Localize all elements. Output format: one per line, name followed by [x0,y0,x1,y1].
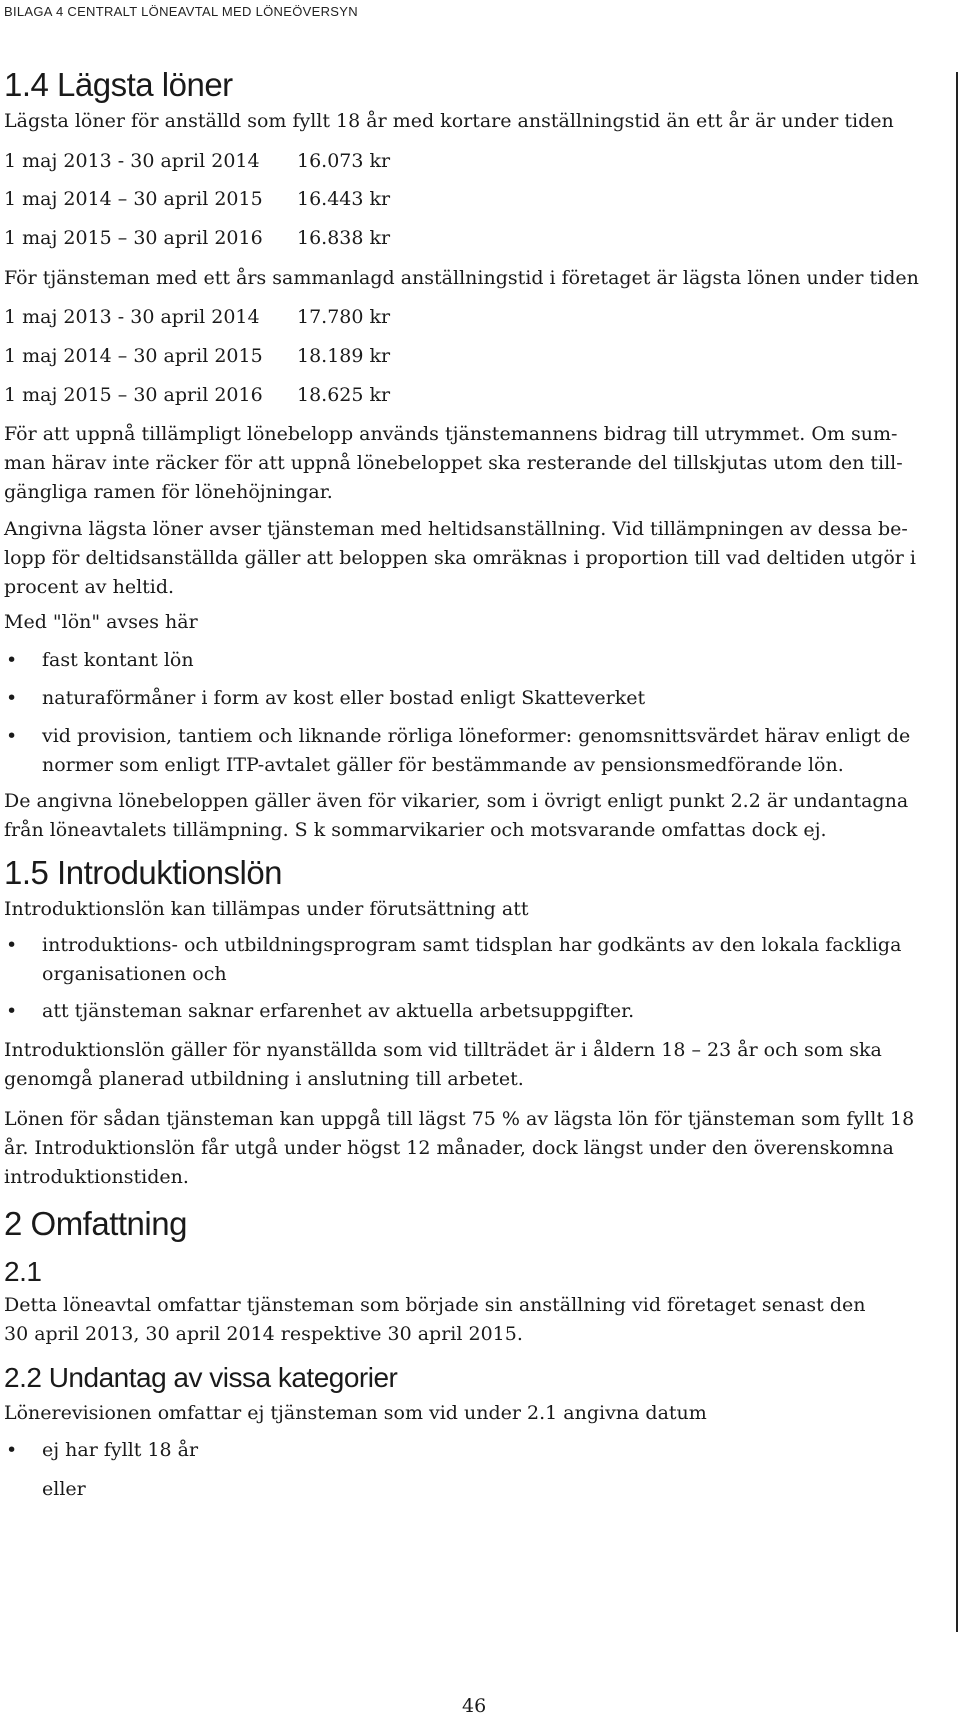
paragraph-line: gängliga ramen för lönehöjningar. [4,481,333,503]
bullet-dot-icon: • [6,934,18,956]
paragraph-line: introduktionstiden. [4,1166,189,1188]
salary-amount: 16.838 kr [297,227,391,249]
list-item [4,997,934,1026]
list-continuation: eller [42,1478,86,1500]
salary-row [4,382,390,408]
paragraph-line: år. Introduktionslön får utgå under högst 12 månader, dock längst under den överenskomna [4,1137,894,1159]
list-item-text: fast kontant lön [42,649,194,671]
paragraph-line: Lönen för sådan tjänsteman kan uppgå till lägst 75 % av lägsta lön för tjänsteman som fyllt 18 [4,1108,915,1130]
salary-period: 1 maj 2013 - 30 april 2014 [4,306,260,328]
bullet-dot-icon: • [6,649,18,671]
salary-period: 1 maj 2015 – 30 april 2016 [4,384,263,406]
page-number: 46 [462,1695,487,1717]
paragraph-line: genomgå planerad utbildning i anslutning till arbetet. [4,1068,524,1090]
bullet-dot-icon: • [6,725,18,747]
list-item-text: vid provision, tantiem och liknande rörliga löneformer: genomsnittsvärdet härav enligt de [42,725,911,747]
bullet-dot-icon: • [6,1000,18,1022]
salary-row [4,148,390,174]
paragraph-line: Angivna lägsta löner avser tjänsteman med heltidsanställning. Vid tillämpningen av dessa be- [4,518,908,540]
salary-amount: 16.443 kr [297,188,391,210]
salary-row [4,304,390,330]
paragraph-line: man härav inte räcker för att uppnå lönebeloppet ska resterande del tillskjutas utom den till- [4,452,903,474]
paragraph: Lägsta löner för anställd som fyllt 18 år med kortare anställningstid än ett år är under tiden [4,110,894,132]
paragraph-line: Detta löneavtal omfattar tjänsteman som började sin anställning vid företaget senast den [4,1294,866,1316]
paragraph-line: procent av heltid. [4,576,175,598]
salary-amount: 17.780 kr [297,306,391,328]
list-item [4,1436,934,1465]
list-item [4,646,934,675]
heading-1-5: 1.5 Introduktionslön [4,854,283,891]
paragraph-line: Introduktionslön gäller för nyanställda som vid tillträdet är i åldern 18 – 23 år och som ska [4,1039,882,1061]
list-item [4,684,934,713]
salary-amount: 18.189 kr [297,345,391,367]
paragraph-line: från löneavtalets tillämpning. S k sommarvikarier och motsvarande omfattas dock ej. [4,819,827,841]
list-item [4,722,934,780]
list-item-text: organisationen och [42,963,227,985]
salary-amount: 18.625 kr [297,384,391,406]
list-item-text: introduktions- och utbildningsprogram samt tidsplan har godkänts av den lokala fackliga [42,934,902,956]
list-item-text: ej har fyllt 18 år [42,1439,199,1461]
heading-2-2: 2.2 Undantag av vissa kategorier [4,1362,398,1393]
heading-2: 2 Omfattning [4,1205,187,1242]
salary-row [4,343,390,369]
paragraph-line: 30 april 2013, 30 april 2014 respektive 30 april 2015. [4,1323,523,1345]
paragraph: Lönerevisionen omfattar ej tjänsteman som vid under 2.1 angivna datum [4,1402,707,1424]
list-item-text: naturaförmåner i form av kost eller bostad enligt Skatteverket [42,687,646,709]
salary-period: 1 maj 2014 – 30 april 2015 [4,345,263,367]
salary-row [4,186,390,212]
salary-period: 1 maj 2015 – 30 april 2016 [4,227,263,249]
list-item [4,931,934,989]
salary-row [4,225,390,251]
paragraph: Introduktionslön kan tillämpas under förutsättning att [4,898,529,920]
salary-period: 1 maj 2013 - 30 april 2014 [4,150,260,172]
paragraph-line: De angivna lönebeloppen gäller även för vikarier, som i övrigt enligt punkt 2.2 är undantagna [4,790,909,812]
bullet-dot-icon: • [6,687,18,709]
list-item-text: normer som enligt ITP-avtalet gäller för bestämmande av pensionsmedförande lön. [42,754,844,776]
paragraph: För tjänsteman med ett års sammanlagd anställningstid i företaget är lägsta lönen under tiden [4,267,919,289]
paragraph: Med "lön" avses här [4,611,198,633]
list-item-text: att tjänsteman saknar erfarenhet av aktuella arbetsuppgifter. [42,1000,635,1022]
paragraph-line: lopp för deltidsanställda gäller att beloppen ska omräknas i proportion till vad deltiden utgör i [4,547,916,569]
margin-rule [956,72,958,1632]
salary-period: 1 maj 2014 – 30 april 2015 [4,188,263,210]
heading-2-1: 2.1 [4,1256,42,1287]
paragraph-line: För att uppnå tillämpligt lönebelopp används tjänstemannens bidrag till utrymmet. Om sum- [4,423,898,445]
salary-amount: 16.073 kr [297,150,391,172]
heading-1-4: 1.4 Lägsta löner [4,66,233,103]
page-header: BILAGA 4 CENTRALT LÖNEAVTAL MED LÖNEÖVERSYN [4,4,358,19]
bullet-dot-icon: • [6,1439,18,1461]
